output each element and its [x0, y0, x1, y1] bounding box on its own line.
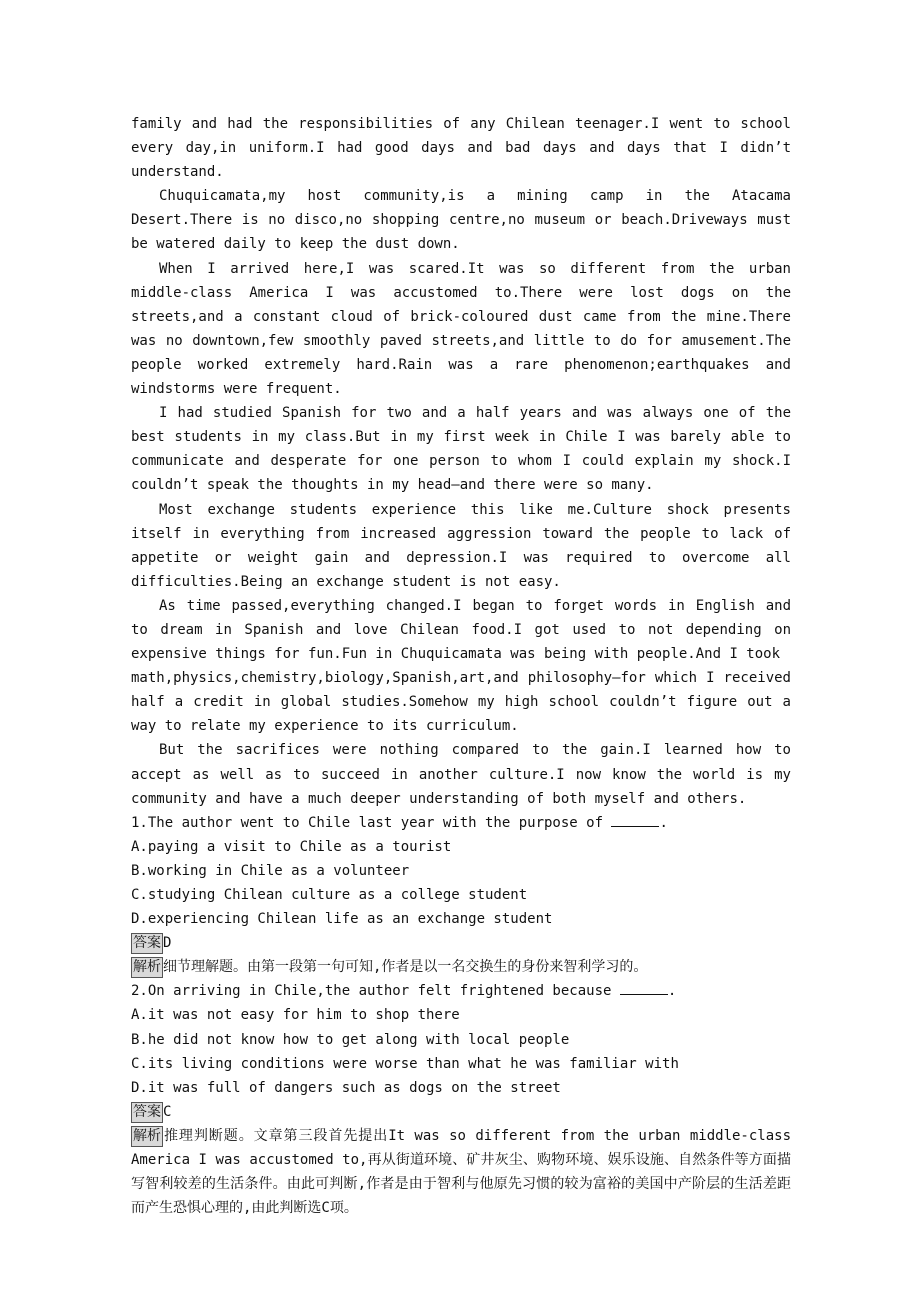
question-1 [131, 811, 791, 980]
passage-paragraph-1: family and had the responsibilities of any Chilean teenager.I went to school every day,in uniform.I had good days and bad days and days that I didn’t understand. [131, 116, 791, 181]
question-1-option-c: C.studying Chilean culture as a college student [131, 887, 528, 903]
answer-tag: 答案 [131, 1102, 163, 1123]
passage-paragraph-6-continued: math,physics,chemistry,biology,Spanish,art,and philosophy—for which I received half a credit in global studies.Somehow my high school couldn’t figure out a way to relate my experience to its curriculum. [131, 670, 791, 735]
question-2-answer-value: C [163, 1103, 172, 1120]
question-1-option-a: A.paying a visit to Chile as a tourist [131, 838, 452, 855]
question-2-option-b: B.he did not know how to get along with local people [131, 1031, 570, 1048]
question-2-option-c: C.its living conditions were worse than what he was familiar with [131, 1055, 679, 1072]
question-1-stem-text: 1.The author went to Chile last year with the purpose of [131, 814, 612, 831]
question-1-answer-value: D [163, 935, 172, 952]
passage-paragraph-2: Chuquicamata,my host community,is a mining camp in the Atacama Desert.There is no disco,no shopping centre,no museum or beach.Driveways must be watered daily to keep the dust down. [131, 188, 791, 253]
question-2-option-a: A.it was not easy for him to shop there [131, 1007, 460, 1024]
question-1-analysis [131, 955, 791, 979]
analysis-tag: 解析 [131, 957, 163, 978]
question-2-analysis [131, 1124, 791, 1220]
passage-paragraph-5: Most exchange students experience this like me.Culture shock presents itself in everything from increased aggression toward the people to lack of appetite or weight gain and depression.I was required to overcome all difficulties.Being an exchange student is not easy. [131, 501, 791, 590]
question-1-analysis-text: 细节理解题。由第一段第一句可知,作者是以一名交换生的身份来智利学习的。 [163, 959, 648, 976]
analysis-tag: 解析 [131, 1126, 163, 1147]
question-2-blank [620, 980, 668, 995]
passage-paragraph-7: But the sacrifices were nothing compared to the gain.I learned how to accept as well as to succeed in another culture.I now know the world is my community and have a much deeper understanding of both myself and others. [131, 742, 791, 807]
question-1-blank [611, 812, 659, 827]
passage-paragraph-4: I had studied Spanish for two and a half years and was always one of the best students in my class.But in my first week in Chile I was barely able to communicate and desperate for one person to whom I could explain my shock.I couldn’t speak the thoughts in my head—and there were so many. [131, 405, 791, 494]
question-1-option-d: D.experiencing Chilean life as an exchange student [131, 911, 553, 928]
answer-tag: 答案 [131, 933, 163, 954]
question-1-answer [131, 931, 791, 955]
passage-paragraph-3: When I arrived here,I was scared.It was so different from the urban middle-class America I was accustomed to.There were lost dogs on the streets,and a constant cloud of brick-coloured dust came from the mine.There was no downtown,few smoothly paved streets,and little to do for amusement.The people worked extremely hard.Rain was a rare phenomenon;earthquakes and windstorms were frequent. [131, 260, 791, 398]
question-2-option-d: D.it was full of dangers such as dogs on the street [131, 1079, 561, 1096]
question-2-stem [131, 979, 791, 1003]
question-1-stem-end: . [659, 814, 668, 831]
question-2-answer [131, 1100, 791, 1124]
question-2 [131, 979, 791, 1220]
document-page [131, 112, 791, 1220]
passage-paragraph-6: As time passed,everything changed.I began to forget words in English and to dream in Spanish and love Chilean food.I got used to not depending on expensive things for fun.Fun in Chuquicamata was being with people.And I took [131, 597, 791, 663]
question-1-stem [131, 811, 791, 835]
question-2-analysis-text: 推理判断题。文章第三段首先提出It was so different from the urban middle-class America I was accustomed to,再从街道环境、矿井灰尘、购物环境、娱乐设施、自然条件等方面描写智利较差的生活条件。由此可判断,作者是由于智利与他原先习惯的较为富裕的美国中产阶层的生活差距而产生恐惧心理的,由此判断选C项。 [131, 1127, 791, 1217]
question-1-option-b: B.working in Chile as a volunteer [131, 862, 410, 879]
question-2-stem-text: 2.On arriving in Chile,the author felt frightened because [131, 983, 620, 1000]
question-2-stem-end: . [667, 983, 677, 1000]
